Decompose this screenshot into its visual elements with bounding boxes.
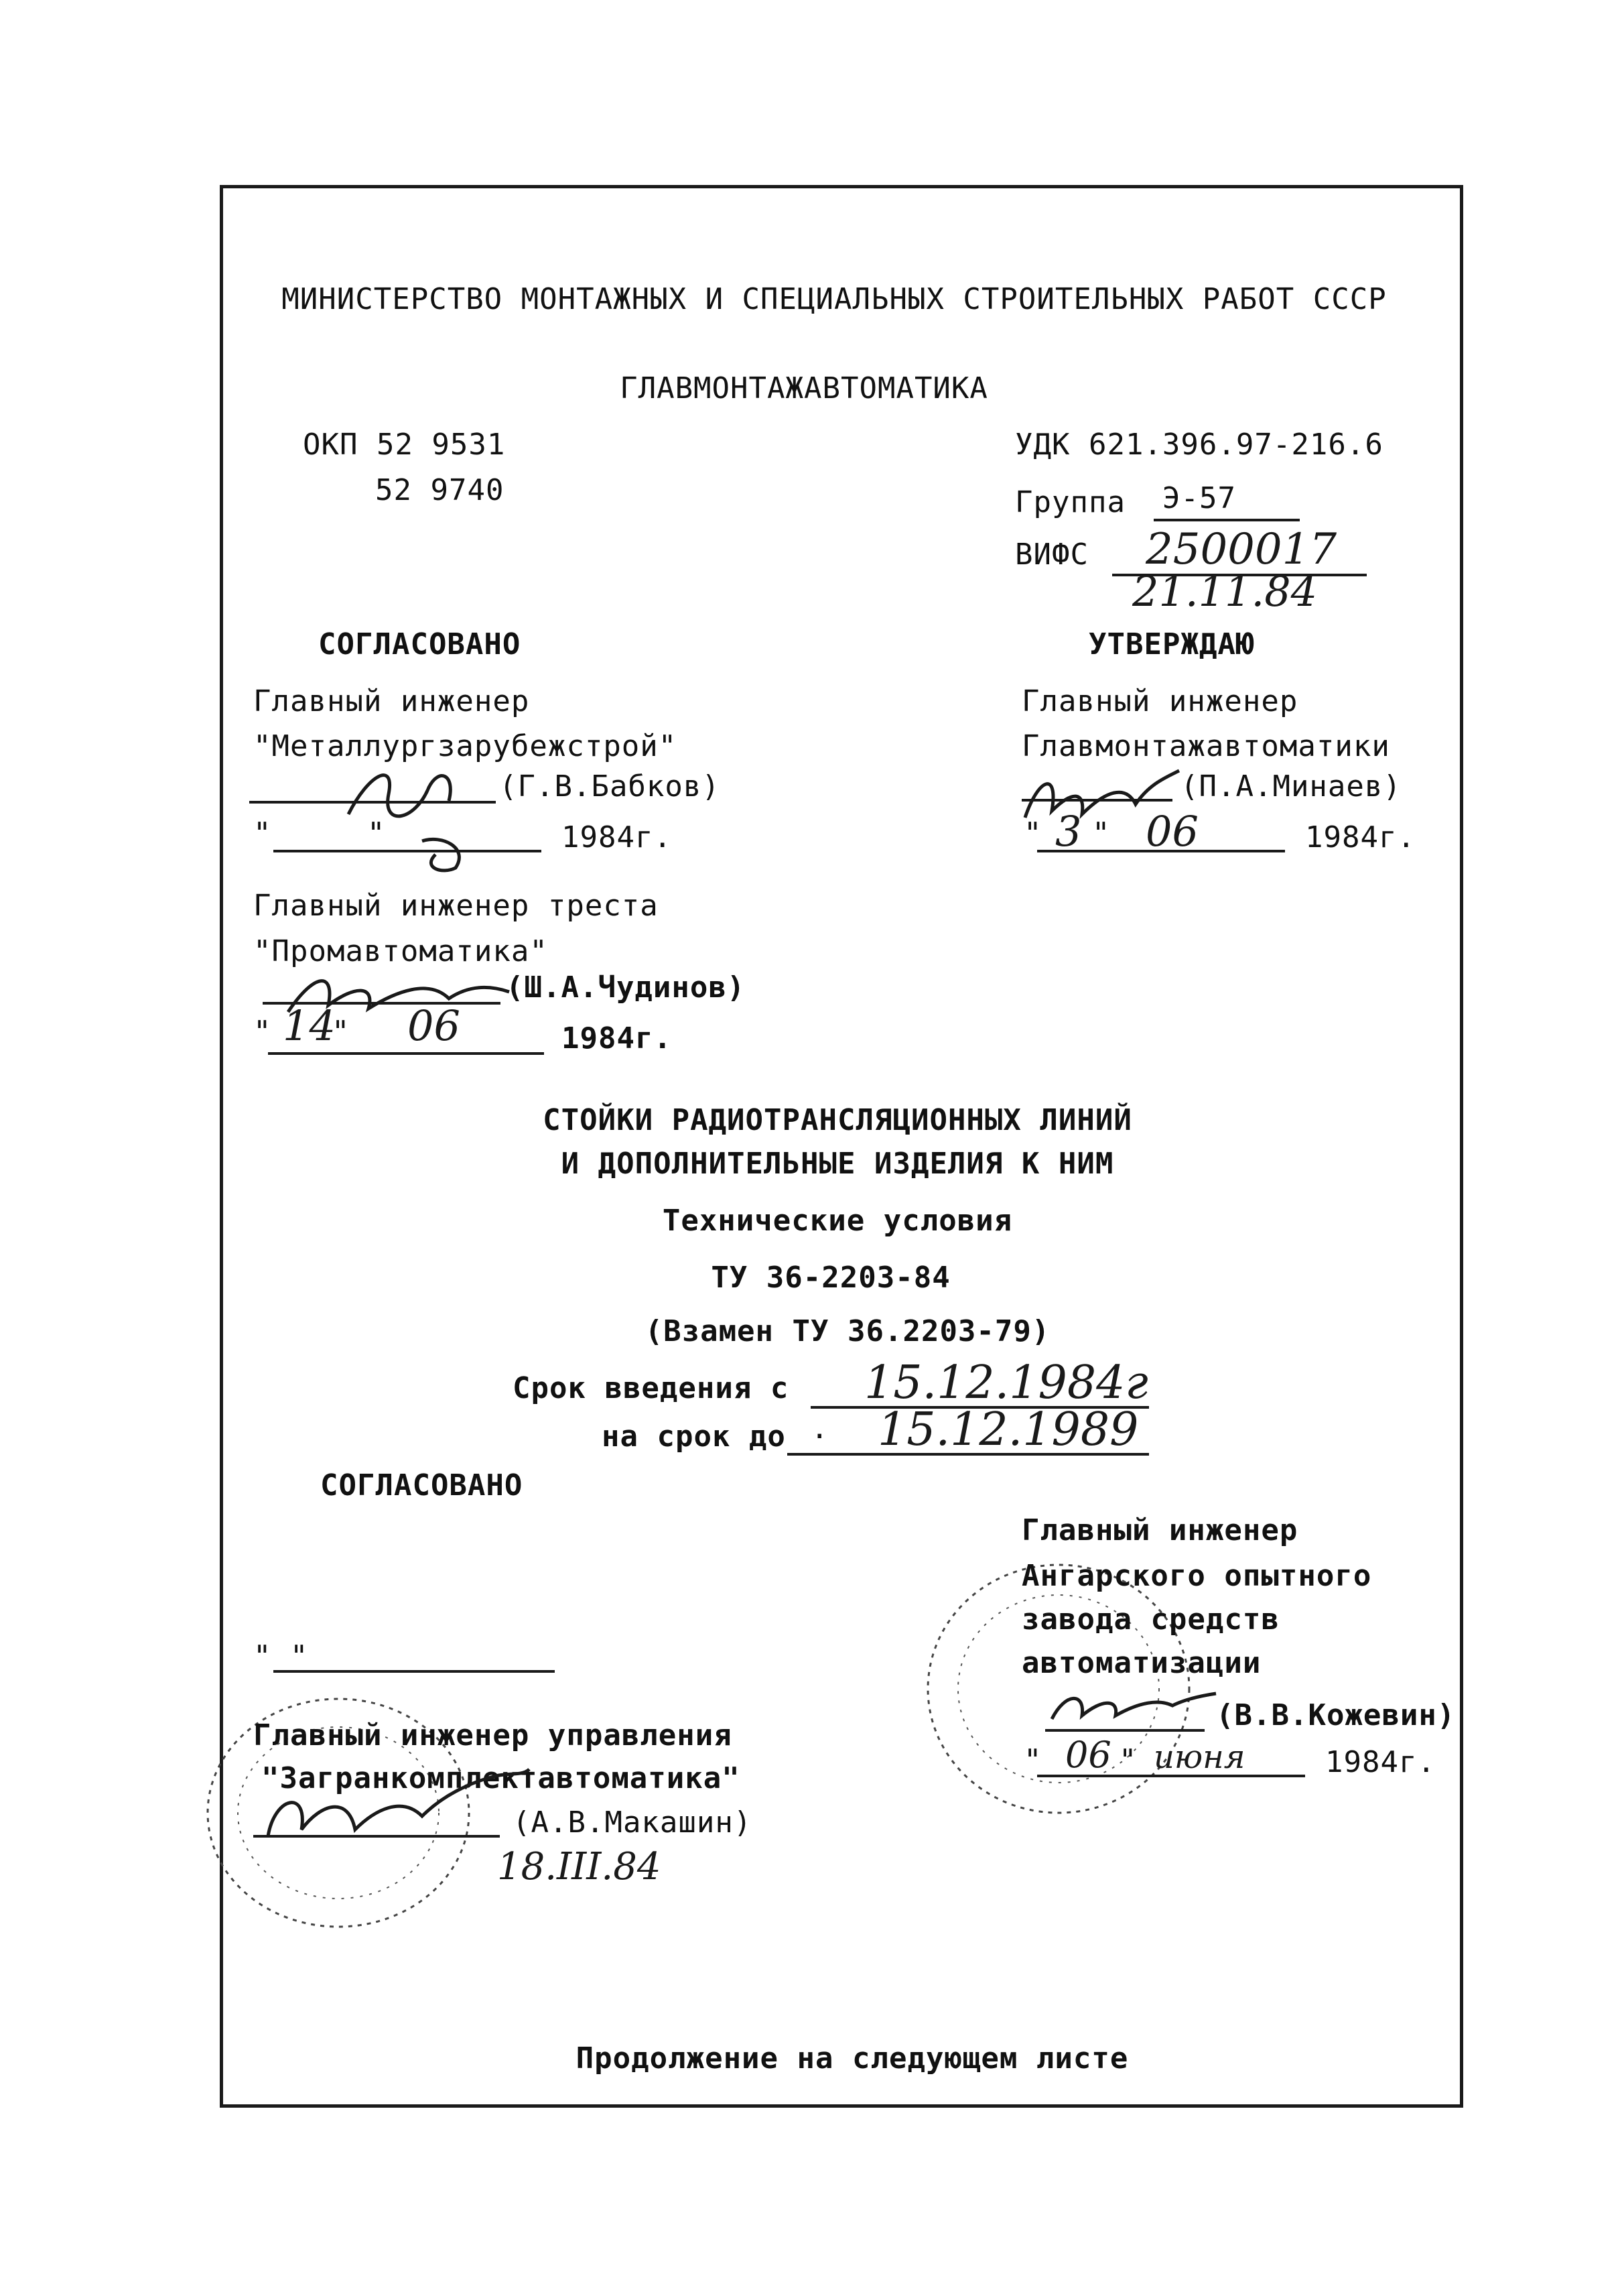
- left-year: 1984г.: [561, 820, 672, 854]
- bottom-right-org-line-1: Ангарского опытного: [1022, 1559, 1372, 1593]
- bottom-left-signature: [255, 1756, 536, 1863]
- trust-date-quote-1: ": [253, 1015, 272, 1049]
- replaces-note: (Взамен ТУ 36.2203-79): [645, 1314, 1051, 1348]
- approve-heading: УТВЕРЖДАЮ: [1089, 627, 1255, 661]
- left-date-quote-1: ": [253, 816, 272, 850]
- trust-month: 06: [407, 1001, 460, 1050]
- right-year: 1984г.: [1305, 820, 1416, 854]
- bottom-left-handwritten-date: 18.III.84: [497, 1845, 661, 1889]
- group-value: Э-57: [1162, 481, 1236, 515]
- vifs-date: 21.11.84: [1132, 567, 1318, 616]
- trust-approver-org: "Промавтоматика": [253, 934, 548, 968]
- left-date-quote-2: ": [367, 816, 386, 850]
- bottom-right-date-quote-2: ": [1119, 1743, 1138, 1777]
- bottom-right-signature-line: [1045, 1729, 1205, 1732]
- group-underline: [1154, 519, 1300, 521]
- bottom-left-approver-org: "Загранкомплектавтоматика": [261, 1761, 740, 1795]
- right-date-quote-2: ": [1092, 816, 1111, 850]
- bottom-left-date-line: [273, 1670, 555, 1673]
- document-title-line-2: И ДОПОЛНИТЕЛЬНЫЕ ИЗДЕЛИЯ К НИМ: [561, 1147, 1114, 1181]
- continuation-note: Продолжение на следующем листе: [576, 2041, 1129, 2076]
- okp-code-1: ОКП 52 9531: [303, 428, 506, 462]
- right-approver-org: Главмонтажавтоматики: [1022, 729, 1390, 763]
- left-approver-name: (Г.В.Бабков): [499, 769, 720, 804]
- document-subtitle: Технические условия: [662, 1204, 1013, 1238]
- bottom-left-date-marks: " ": [253, 1639, 309, 1673]
- ministry-title: МИНИСТЕРСТВО МОНТАЖНЫХ И СПЕЦИАЛЬНЫХ СТРОИТЕЛЬНЫХ РАБОТ СССР: [281, 282, 1387, 316]
- left-approver-org: "Металлургзарубежстрой": [253, 729, 677, 763]
- document-title-line-1: СТОЙКИ РАДИОТРАНСЛЯЦИОННЫХ ЛИНИЙ: [543, 1103, 1132, 1137]
- bottom-right-signature: [1045, 1679, 1219, 1732]
- trust-year: 1984г.: [561, 1021, 672, 1056]
- bottom-right-month: июня: [1154, 1738, 1245, 1776]
- trust-date-quote-2: ": [332, 1015, 350, 1049]
- trust-date-line: [268, 1052, 544, 1055]
- bottom-left-approver-role: Главный инженер управления: [253, 1718, 732, 1752]
- right-month: 06: [1146, 807, 1199, 856]
- vifs-value: 2500017: [1146, 525, 1337, 574]
- group-label: Группа: [1015, 485, 1126, 519]
- until-date-line: [787, 1453, 1149, 1456]
- right-day: 3: [1055, 807, 1082, 856]
- intro-date-label: Срок введения с: [513, 1371, 789, 1405]
- document-code: ТУ 36-2203-84: [711, 1261, 951, 1295]
- right-date-line: [1037, 850, 1285, 852]
- vifs-label: ВИФС: [1015, 537, 1089, 572]
- bottom-right-day: 06: [1065, 1734, 1111, 1776]
- trust-approver-name: (Ш.А.Чудинов): [506, 970, 746, 1005]
- until-date-label: на срок до: [602, 1419, 786, 1454]
- left-approver-role: Главный инженер: [253, 684, 530, 718]
- department-title: ГЛАВМОНТАЖАВТОМАТИКА: [620, 371, 988, 405]
- bottom-right-approver-role: Главный инженер: [1022, 1513, 1298, 1547]
- right-signature-line: [1022, 799, 1172, 802]
- bottom-right-date-quote-1: ": [1024, 1743, 1042, 1777]
- udk-code: УДК 621.396.97-216.6: [1015, 428, 1383, 462]
- agreed-heading-bottom: СОГЛАСОВАНО: [320, 1468, 523, 1503]
- bottom-left-approver-name: (А.В.Макашин): [513, 1805, 752, 1840]
- right-date-quote-1: ": [1024, 816, 1042, 850]
- bottom-right-org-line-3: автоматизации: [1022, 1646, 1262, 1680]
- until-date-dot: .: [811, 1411, 829, 1446]
- bottom-right-year: 1984г.: [1325, 1745, 1436, 1779]
- intro-date-value: 15.12.1984г: [864, 1356, 1148, 1409]
- bottom-right-org-line-2: завода средств: [1022, 1602, 1280, 1637]
- left-date-line: [273, 850, 541, 852]
- trust-approver-role: Главный инженер треста: [253, 889, 659, 923]
- bottom-right-approver-name: (В.В.Кожевин): [1216, 1698, 1456, 1732]
- bottom-right-date-line: [1037, 1775, 1305, 1777]
- bottom-left-signature-line: [253, 1835, 500, 1838]
- right-approver-role: Главный инженер: [1022, 684, 1298, 718]
- trust-day: 14: [283, 1001, 336, 1050]
- until-date-value: 15.12.1989: [878, 1403, 1139, 1456]
- right-approver-name: (П.А.Минаев): [1180, 769, 1402, 804]
- okp-code-2: 52 9740: [375, 473, 504, 507]
- agreed-heading-top: СОГЛАСОВАНО: [318, 627, 521, 661]
